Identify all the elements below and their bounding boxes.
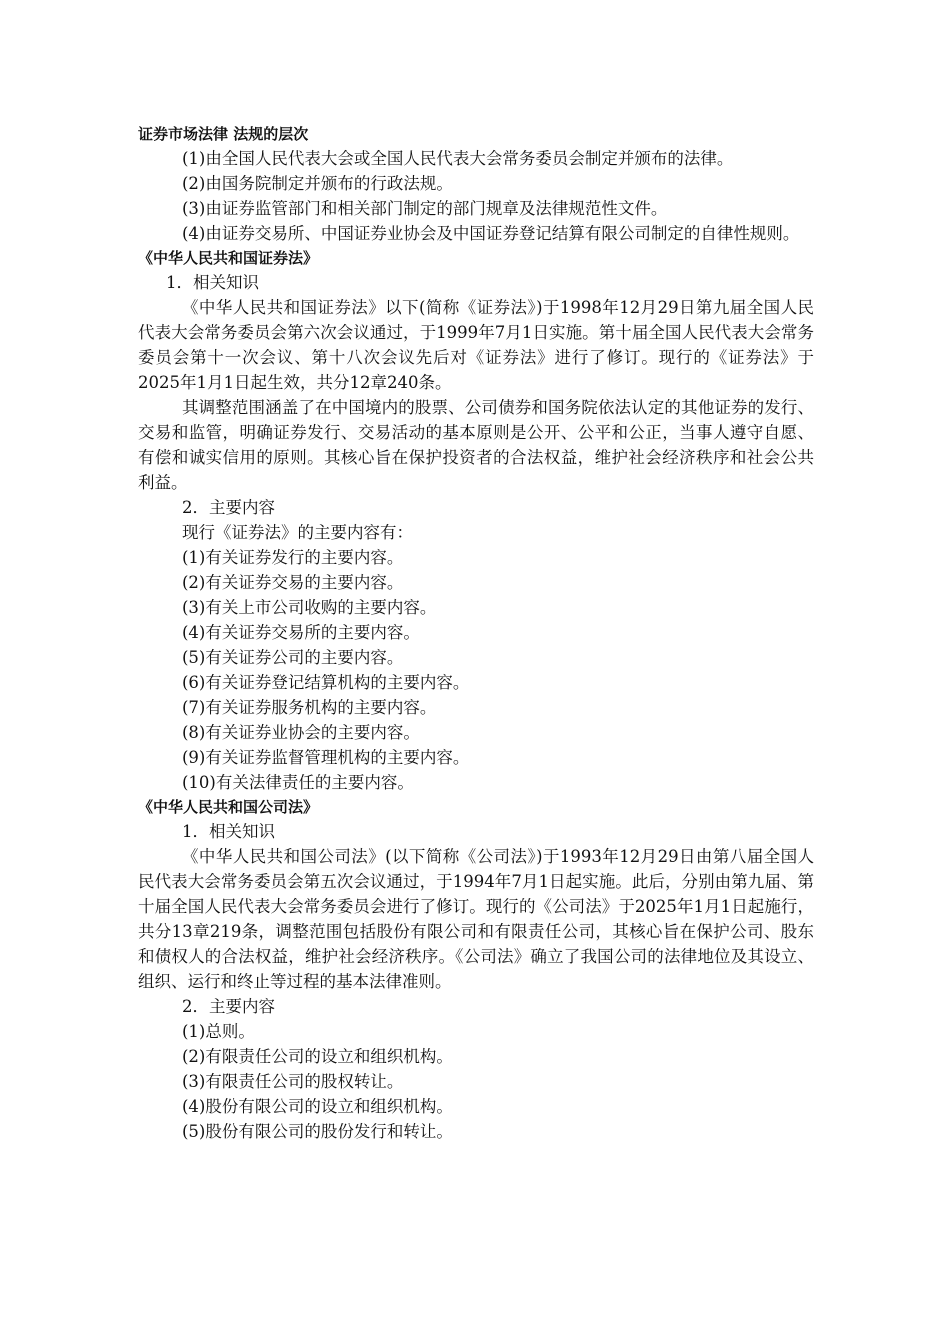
- paragraph: 其调整范围涵盖了在中国境内的股票、公司债券和国务院依法认定的其他证券的发行、交易和监管，明确证券发行、交易活动的基本原则是公开、公平和公正，当事人遵守自愿、有偿和诚实信用的原则。其核心旨在保护投资者的合法权益，维护社会经济秩序和社会公共利益。: [138, 398, 814, 492]
- list-item: (1)有关证券发行的主要内容。: [182, 548, 404, 567]
- section-heading-securities-hierarchy: 证券市场法律 法规的层次: [138, 125, 309, 143]
- paragraph: 现行《证券法》的主要内容有：: [182, 523, 413, 542]
- paragraph: 《中华人民共和国证券法》以下(简称《证券法》)于1998年12月29日第九届全国人民代表大会常务委员会第六次会议通过，于1999年7月1日实施。第十届全国人民代表大会常务委员会第十一次会议、第十八次会议先后对《证券法》进行了修订。现行的《证券法》于2025年1月1日起生效，共分12章240条。: [138, 298, 814, 392]
- list-item: (7)有关证券服务机构的主要内容。: [182, 698, 437, 717]
- section-heading-company-law: 《中华人民共和国公司法》: [138, 798, 319, 816]
- list-item: (6)有关证券登记结算机构的主要内容。: [182, 673, 470, 692]
- document-body: [138, 122, 814, 1144]
- list-item: (2)有关证券交易的主要内容。: [182, 573, 404, 592]
- subheading: 2．主要内容: [182, 997, 275, 1016]
- paragraph: 《中华人民共和国公司法》(以下简称《公司法》)于1993年12月29日由第八届全国人民代表大会常务委员会第五次会议通过，于1994年7月1日起实施。此后，分别由第九届、第十届全国人民代表大会常务委员会进行了修订。现行的《公司法》于2025年1月1日起施行，共分13章219条，调整范围包括股份有限公司和有限责任公司，其核心旨在保护公司、股东和债权人的合法权益，维护社会经济秩序。《公司法》确立了我国公司的法律地位及其设立、组织、运行和终止等过程的基本法律准则。: [138, 847, 814, 991]
- list-item: (2)由国务院制定并颁布的行政法规。: [182, 174, 453, 193]
- list-item: (1)总则。: [182, 1022, 255, 1041]
- list-item: (4)由证券交易所、中国证券业协会及中国证券登记结算有限公司制定的自律性规则。: [182, 224, 800, 243]
- list-item: (5)有关证券公司的主要内容。: [182, 648, 404, 667]
- subheading: 1．相关知识: [166, 273, 259, 292]
- list-item: (1)由全国人民代表大会或全国人民代表大会常务委员会制定并颁布的法律。: [182, 149, 734, 168]
- list-item: (3)有关上市公司收购的主要内容。: [182, 598, 437, 617]
- list-item: (3)有限责任公司的股权转让。: [182, 1072, 404, 1091]
- list-item: (9)有关证券监督管理机构的主要内容。: [182, 748, 470, 767]
- list-item: (10)有关法律责任的主要内容。: [182, 773, 414, 792]
- list-item: (4)有关证券交易所的主要内容。: [182, 623, 420, 642]
- subheading: 1．相关知识: [182, 822, 275, 841]
- section-heading-securities-law: 《中华人民共和国证券法》: [138, 249, 319, 267]
- subheading: 2．主要内容: [182, 498, 275, 517]
- list-item: (2)有限责任公司的设立和组织机构。: [182, 1047, 453, 1066]
- list-item: (3)由证券监管部门和相关部门制定的部门规章及法律规范性文件。: [182, 199, 668, 218]
- list-item: (5)股份有限公司的股份发行和转让。: [182, 1122, 453, 1141]
- list-item: (4)股份有限公司的设立和组织机构。: [182, 1097, 453, 1116]
- list-item: (8)有关证券业协会的主要内容。: [182, 723, 420, 742]
